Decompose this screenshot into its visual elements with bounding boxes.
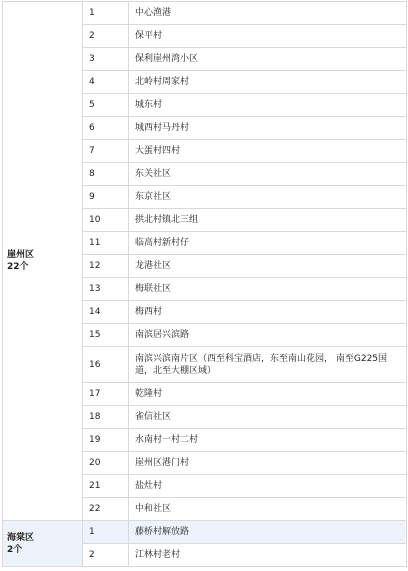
row-number: 1 — [83, 2, 129, 25]
row-number: 7 — [83, 140, 129, 163]
location-name: 保利崖州湾小区 — [129, 48, 407, 71]
area-table — [2, 1, 407, 567]
row-number: 12 — [83, 255, 129, 278]
location-name: 中和社区 — [129, 498, 407, 521]
row-number: 16 — [83, 347, 129, 383]
row-number: 2 — [83, 25, 129, 48]
location-name: 藤桥村解放路 — [129, 521, 407, 544]
table-row — [3, 521, 407, 544]
location-name: 南滨兴滨南片区（西至科宝酒店，东至南山花园， 南至G225国道，北至大棚区域） — [129, 347, 407, 383]
row-number: 4 — [83, 71, 129, 94]
location-name: 江林村老村 — [129, 544, 407, 567]
location-name: 拱北村镇北三组 — [129, 209, 407, 232]
region-count: 22个 — [7, 262, 29, 272]
region-cell — [3, 2, 83, 521]
area-table-body — [3, 2, 407, 567]
region-cell — [3, 521, 83, 567]
row-number: 17 — [83, 383, 129, 406]
row-number: 1 — [83, 521, 129, 544]
row-number: 13 — [83, 278, 129, 301]
location-name: 水南村一村二村 — [129, 429, 407, 452]
location-name: 保平村 — [129, 25, 407, 48]
location-name: 东关社区 — [129, 163, 407, 186]
region-count: 2个 — [7, 544, 23, 555]
region-name: 崖州区 — [7, 250, 35, 260]
location-name: 崖州区港门村 — [129, 452, 407, 475]
location-name: 雀信社区 — [129, 406, 407, 429]
row-number: 8 — [83, 163, 129, 186]
table-row — [3, 2, 407, 25]
location-name: 中心渔港 — [129, 2, 407, 25]
region-name: 海棠区 — [7, 532, 35, 543]
location-name: 城西村马丹村 — [129, 117, 407, 140]
row-number: 15 — [83, 324, 129, 347]
location-name: 梅联社区 — [129, 278, 407, 301]
location-name: 北岭村周家村 — [129, 71, 407, 94]
row-number: 3 — [83, 48, 129, 71]
location-name: 龙港社区 — [129, 255, 407, 278]
location-name: 南滨居兴滨路 — [129, 324, 407, 347]
location-name: 盐灶村 — [129, 475, 407, 498]
location-name: 大蛋村四村 — [129, 140, 407, 163]
row-number: 14 — [83, 301, 129, 324]
row-number: 10 — [83, 209, 129, 232]
row-number: 11 — [83, 232, 129, 255]
row-number: 20 — [83, 452, 129, 475]
location-name: 乾隆村 — [129, 383, 407, 406]
location-name: 临高村新村仔 — [129, 232, 407, 255]
row-number: 2 — [83, 544, 129, 567]
row-number: 19 — [83, 429, 129, 452]
row-number: 18 — [83, 406, 129, 429]
row-number: 21 — [83, 475, 129, 498]
location-name: 梅西村 — [129, 301, 407, 324]
location-name: 城东村 — [129, 94, 407, 117]
location-name: 东京社区 — [129, 186, 407, 209]
row-number: 22 — [83, 498, 129, 521]
row-number: 6 — [83, 117, 129, 140]
row-number: 9 — [83, 186, 129, 209]
row-number: 5 — [83, 94, 129, 117]
